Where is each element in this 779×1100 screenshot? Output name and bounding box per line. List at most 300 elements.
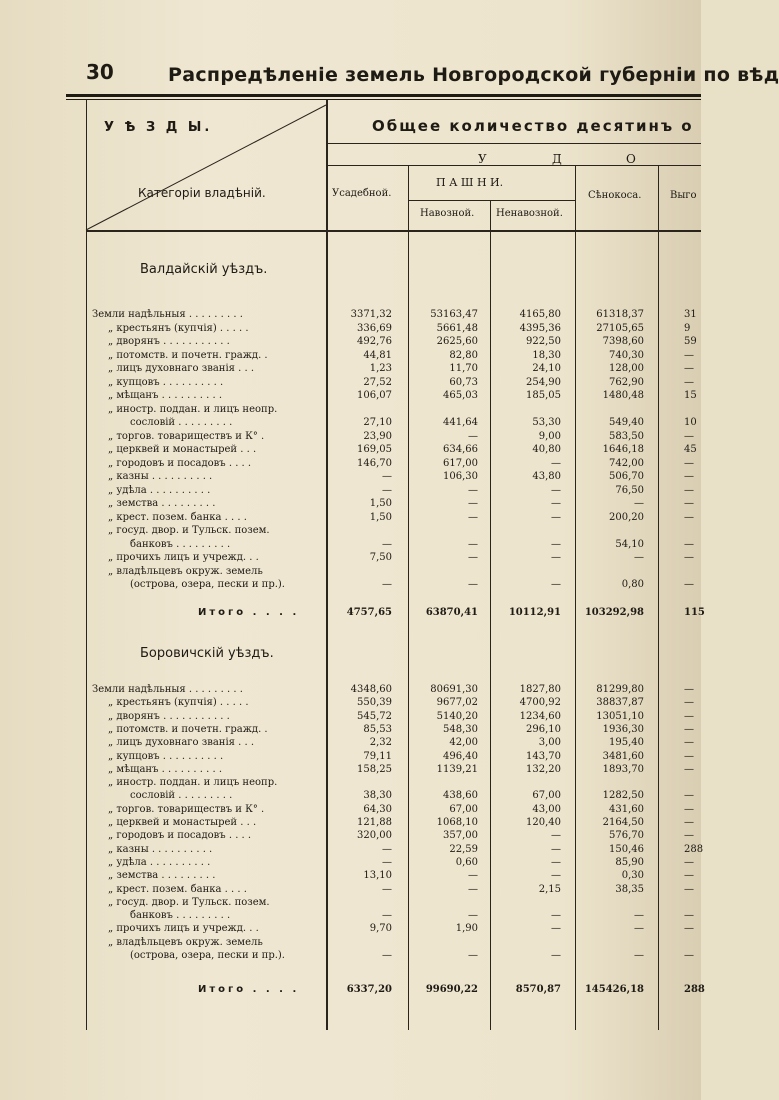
row-cell: 4395,36 <box>519 322 561 334</box>
row-cell: 2164,50 <box>602 817 644 828</box>
row-cell: 1,50 <box>369 498 392 509</box>
row-cell: — <box>684 790 694 802</box>
row-label: „ потомств. и почетн. гражд. . <box>108 349 268 361</box>
row-label: „ лицъ духовнаго званія . . . <box>108 363 255 374</box>
row-cell: 64,30 <box>363 803 392 815</box>
row-label: „ городовъ и посадовъ . . . . <box>108 830 252 842</box>
header-udo-letter: Д <box>552 152 562 166</box>
row-cell: — <box>551 498 561 509</box>
table-row <box>0 750 701 763</box>
row-cell: — <box>684 538 694 550</box>
row-cell: — <box>468 511 478 523</box>
row-cell: 106,07 <box>357 390 392 401</box>
row-cell: 336,69 <box>357 322 392 334</box>
table-row <box>0 723 701 736</box>
row-label: „ торгов. товариществъ и К° . <box>108 803 265 815</box>
row-cell: — <box>551 579 561 590</box>
table-row <box>0 551 701 564</box>
row-cell: 0,30 <box>621 870 644 882</box>
row-label: „ городовъ и посадовъ . . . . <box>108 457 252 469</box>
row-label: „ крест. позем. банка . . . . <box>108 883 247 895</box>
header-col-nenavoznoi: Ненавозной. <box>496 208 563 219</box>
row-label: „ лицъ духовнаго званія . . . <box>108 737 255 749</box>
table-row <box>0 683 701 696</box>
table-row <box>0 430 701 443</box>
row-cell: — <box>684 349 694 361</box>
row-cell: — <box>684 430 694 442</box>
row-cell: 1,50 <box>369 511 392 523</box>
row-cell: — <box>468 552 478 563</box>
row-cell: 128,00 <box>609 363 644 374</box>
header-rule <box>326 143 701 144</box>
row-cell: 143,70 <box>526 750 561 762</box>
header-kategorii: Категоріи владѣній. <box>138 186 266 200</box>
table-row <box>0 403 701 416</box>
row-cell: — <box>684 471 694 482</box>
table-row <box>0 856 701 869</box>
table-row <box>0 443 701 456</box>
table-row <box>0 843 704 856</box>
row-cell: 24,10 <box>532 363 561 374</box>
total-cell: 4757,65 <box>346 607 392 618</box>
row-label: „ мѣщанъ . . . . . . . . . . <box>108 763 223 775</box>
table-row <box>0 416 701 429</box>
row-label: Земли надѣльныя . . . . . . . . . <box>92 684 243 695</box>
row-cell: — <box>684 376 694 388</box>
row-cell: 296,10 <box>526 723 561 735</box>
row-cell: 1139,21 <box>436 763 478 775</box>
row-cell: 1827,80 <box>519 684 561 695</box>
row-cell: 1282,50 <box>602 790 644 802</box>
row-cell: 1068,10 <box>436 817 478 828</box>
row-label: „ удѣла . . . . . . . . . . <box>108 856 211 868</box>
row-label: „ удѣла . . . . . . . . . . <box>108 484 211 496</box>
row-cell: 492,76 <box>357 336 392 347</box>
total-row <box>0 983 705 996</box>
row-cell: 43,00 <box>532 803 561 815</box>
row-cell: — <box>684 710 694 722</box>
section-title: Валдайскій уѣздъ. <box>140 262 268 277</box>
row-cell: 54,10 <box>615 538 644 550</box>
row-cell: 27,52 <box>363 376 392 388</box>
row-cell: — <box>634 552 644 563</box>
row-cell: 357,00 <box>443 830 478 842</box>
row-cell: — <box>684 684 694 695</box>
header-col-usadebnoi: Усадебной. <box>332 188 392 199</box>
row-cell: 80691,30 <box>430 684 478 695</box>
row-cell: — <box>684 511 694 523</box>
row-cell: — <box>382 856 392 868</box>
row-cell: 762,90 <box>609 376 644 388</box>
row-cell: — <box>382 910 392 922</box>
row-cell: 1893,70 <box>602 763 644 775</box>
row-cell: — <box>468 538 478 550</box>
table-row <box>0 803 701 816</box>
table-row <box>0 349 701 362</box>
section-title: Боровичскій уѣздъ. <box>140 646 274 661</box>
row-cell: 9,70 <box>369 923 392 935</box>
row-label: „ владѣльцевъ окруж. земель <box>108 565 263 577</box>
table-row <box>0 362 701 375</box>
row-cell: — <box>382 579 392 590</box>
row-cell: 53,30 <box>532 417 561 428</box>
row-cell: — <box>684 723 694 735</box>
row-cell: 158,25 <box>357 763 392 775</box>
row-cell: 169,05 <box>357 444 392 455</box>
row-label: „ церквей и монастырей . . . <box>108 817 257 828</box>
row-cell: 7,50 <box>369 552 392 563</box>
row-cell: — <box>684 498 694 509</box>
total-label: Итого . . . . <box>198 984 300 995</box>
row-cell: 67,00 <box>449 803 478 815</box>
row-cell: 31 <box>684 309 697 320</box>
table-row <box>0 949 701 962</box>
row-cell: 441,64 <box>443 417 478 428</box>
header-total: Общее количество десятинъ о <box>372 117 694 135</box>
row-cell: — <box>684 697 694 709</box>
table-row <box>0 308 701 321</box>
page-number: 30 <box>86 60 114 84</box>
row-cell: 10 <box>684 417 697 428</box>
row-cell: — <box>468 579 478 590</box>
row-cell: 2625,60 <box>436 336 478 347</box>
row-label: „ земства . . . . . . . . . <box>108 870 216 882</box>
row-label: „ крестьянъ (купчія) . . . . . <box>108 697 249 709</box>
row-cell: 1234,60 <box>519 710 561 722</box>
table-row <box>0 322 701 335</box>
row-label: „ торгов. товариществъ и К° . <box>108 430 265 442</box>
row-label: (острова, озера, пески и пр.). <box>130 579 285 590</box>
row-cell: 1480,48 <box>602 390 644 401</box>
row-cell: — <box>382 883 392 895</box>
table-row <box>0 565 701 578</box>
row-cell: 11,70 <box>449 363 478 374</box>
row-cell: — <box>551 484 561 496</box>
row-cell: — <box>468 498 478 509</box>
row-cell: — <box>684 817 694 828</box>
row-cell: 3371,32 <box>350 309 392 320</box>
row-cell: — <box>684 457 694 469</box>
table-row <box>0 470 701 483</box>
row-cell: 82,80 <box>449 349 478 361</box>
row-cell: — <box>468 430 478 442</box>
row-cell: 27,10 <box>363 417 392 428</box>
row-label: (острова, озера, пески и пр.). <box>130 950 285 961</box>
row-cell: — <box>551 830 561 842</box>
row-cell: 740,30 <box>609 349 644 361</box>
row-cell: 42,00 <box>449 737 478 749</box>
table-row <box>0 389 701 402</box>
row-cell: 53163,47 <box>430 309 478 320</box>
row-cell: 120,40 <box>526 817 561 828</box>
total-cell: 103292,98 <box>584 607 644 618</box>
total-cell: 99690,22 <box>425 984 478 995</box>
row-cell: 0,60 <box>455 856 478 868</box>
row-cell: 2,32 <box>369 737 392 749</box>
row-cell: — <box>684 856 694 868</box>
row-cell: — <box>684 579 694 590</box>
row-cell: 45 <box>684 444 697 455</box>
row-cell: 5140,20 <box>436 710 478 722</box>
row-cell: — <box>634 923 644 935</box>
header-col-vygon: Выго <box>670 190 697 201</box>
row-cell: 496,40 <box>443 750 478 762</box>
row-cell: — <box>382 471 392 482</box>
total-label: Итого . . . . <box>198 607 300 618</box>
row-label: „ владѣльцевъ окруж. земель <box>108 936 263 948</box>
row-cell: 254,90 <box>526 376 561 388</box>
row-cell: 576,70 <box>609 830 644 842</box>
total-cell: 145426,18 <box>584 984 644 995</box>
table-row <box>0 696 701 709</box>
row-cell: 150,46 <box>609 843 644 855</box>
row-cell: 288 <box>684 843 704 855</box>
row-label: „ крест. позем. банка . . . . <box>108 511 247 523</box>
row-cell: — <box>468 883 478 895</box>
row-label: „ дворянъ . . . . . . . . . . . <box>108 710 230 722</box>
row-cell: 1,90 <box>455 923 478 935</box>
table-row <box>0 538 701 551</box>
row-cell: 146,70 <box>357 457 392 469</box>
row-cell: 4165,80 <box>519 309 561 320</box>
row-cell: 59 <box>684 336 697 347</box>
row-cell: — <box>551 538 561 550</box>
row-cell: 465,03 <box>443 390 478 401</box>
row-cell: 132,20 <box>526 763 561 775</box>
row-label: сословій . . . . . . . . . <box>130 417 233 428</box>
title-rule-thin <box>66 99 701 100</box>
row-cell: 185,05 <box>526 390 561 401</box>
row-cell: 550,39 <box>357 697 392 709</box>
row-cell: 81299,80 <box>596 684 644 695</box>
row-cell: — <box>551 856 561 868</box>
row-cell: 431,60 <box>609 803 644 815</box>
row-cell: 742,00 <box>609 457 644 469</box>
row-cell: 506,70 <box>609 471 644 482</box>
row-cell: 15 <box>684 390 697 401</box>
row-cell: 3481,60 <box>602 750 644 762</box>
row-cell: — <box>684 750 694 762</box>
header-rule <box>326 165 701 166</box>
row-cell: 195,40 <box>609 737 644 749</box>
table-row <box>0 335 701 348</box>
row-label: „ казны . . . . . . . . . . <box>108 843 213 855</box>
row-cell: — <box>634 910 644 922</box>
row-cell: — <box>468 870 478 882</box>
table-row <box>0 524 701 537</box>
row-cell: 38,30 <box>363 790 392 802</box>
table-row <box>0 376 701 389</box>
row-label: „ иностр. поддан. и лицъ неопр. <box>108 777 278 789</box>
row-cell: — <box>684 763 694 775</box>
row-cell: 44,81 <box>363 349 392 361</box>
row-cell: 13,10 <box>363 870 392 882</box>
row-cell: — <box>551 552 561 563</box>
row-cell: 121,88 <box>357 817 392 828</box>
row-cell: 549,40 <box>609 417 644 428</box>
row-cell: 60,73 <box>449 376 478 388</box>
table-row <box>0 789 701 802</box>
row-label: „ мѣщанъ . . . . . . . . . . <box>108 390 223 401</box>
row-label: Земли надѣльныя . . . . . . . . . <box>92 309 243 320</box>
row-cell: 43,80 <box>532 471 561 482</box>
row-label: банковъ . . . . . . . . . <box>130 538 231 550</box>
row-cell: 79,11 <box>363 750 392 762</box>
row-cell: — <box>634 950 644 961</box>
row-cell: 922,50 <box>526 336 561 347</box>
row-label: „ купцовъ . . . . . . . . . . <box>108 750 224 762</box>
row-cell: 22,59 <box>449 843 478 855</box>
row-label: „ прочихъ лицъ и учрежд. . . <box>108 923 259 935</box>
row-cell: 617,00 <box>443 457 478 469</box>
row-label: „ прочихъ лицъ и учрежд. . . <box>108 552 259 563</box>
row-cell: 7398,60 <box>602 336 644 347</box>
row-cell: 61318,37 <box>596 309 644 320</box>
row-cell: — <box>551 457 561 469</box>
table-row <box>0 883 701 896</box>
row-cell: 85,90 <box>615 856 644 868</box>
row-cell: 27105,65 <box>596 322 644 334</box>
row-label: сословій . . . . . . . . . <box>130 790 233 802</box>
row-cell: 583,50 <box>609 430 644 442</box>
table-row <box>0 484 701 497</box>
row-cell: — <box>684 484 694 496</box>
row-label: „ иностр. поддан. и лицъ неопр. <box>108 403 278 415</box>
row-cell: — <box>684 803 694 815</box>
row-cell: 1,23 <box>369 363 392 374</box>
row-cell: — <box>468 484 478 496</box>
total-row <box>0 606 705 619</box>
table-row <box>0 457 701 470</box>
row-cell: 9 <box>684 322 691 334</box>
total-cell: 10112,91 <box>508 607 561 618</box>
row-cell: — <box>551 511 561 523</box>
row-cell: — <box>684 910 694 922</box>
row-cell: 4348,60 <box>350 684 392 695</box>
row-cell: — <box>382 843 392 855</box>
row-cell: — <box>382 484 392 496</box>
table-row <box>0 511 701 524</box>
row-cell: — <box>684 830 694 842</box>
title-rule <box>66 94 701 97</box>
row-label: „ казны . . . . . . . . . . <box>108 471 213 482</box>
header-uezdy: У Ѣ З Д Ы. <box>104 120 213 135</box>
row-cell: 4700,92 <box>519 697 561 709</box>
table-row <box>0 829 701 842</box>
row-cell: — <box>684 737 694 749</box>
table-row <box>0 922 701 935</box>
table-row <box>0 736 701 749</box>
row-label: „ земства . . . . . . . . . <box>108 498 216 509</box>
row-cell: — <box>551 910 561 922</box>
row-label: „ госуд. двор. и Тульск. позем. <box>108 896 270 908</box>
header-col-pashni: П А Ш Н И. <box>436 176 504 189</box>
row-cell: 545,72 <box>357 710 392 722</box>
row-cell: 40,80 <box>532 444 561 455</box>
row-cell: — <box>684 552 694 563</box>
row-cell: — <box>468 910 478 922</box>
row-cell: — <box>684 870 694 882</box>
row-cell: — <box>684 923 694 935</box>
row-cell: 634,66 <box>443 444 478 455</box>
total-cell: 115 <box>684 607 705 618</box>
row-label: банковъ . . . . . . . . . <box>130 910 231 922</box>
row-cell: 23,90 <box>363 430 392 442</box>
table-row <box>0 869 701 882</box>
row-cell: — <box>551 923 561 935</box>
header-col-senokosa: Сѣнокоса. <box>588 190 642 201</box>
row-cell: 1936,30 <box>602 723 644 735</box>
row-cell: 9677,02 <box>436 697 478 709</box>
row-label: „ церквей и монастырей . . . <box>108 444 257 455</box>
header-rule <box>408 200 575 201</box>
row-cell: 85,53 <box>363 723 392 735</box>
row-cell: 76,50 <box>615 484 644 496</box>
table-row <box>0 578 701 591</box>
row-cell: — <box>468 950 478 961</box>
table-row <box>0 497 701 510</box>
row-cell: 1646,18 <box>602 444 644 455</box>
row-label: „ крестьянъ (купчія) . . . . . <box>108 322 249 334</box>
row-cell: — <box>634 498 644 509</box>
row-cell: 320,00 <box>357 830 392 842</box>
header-col-navoznoi: Навозной. <box>420 208 475 219</box>
row-cell: 38,35 <box>615 883 644 895</box>
row-cell: — <box>684 950 694 961</box>
row-label: „ потомств. и почетн. гражд. . <box>108 723 268 735</box>
row-cell: 67,00 <box>532 790 561 802</box>
total-cell: 8570,87 <box>515 984 561 995</box>
table-row <box>0 909 701 922</box>
row-label: „ госуд. двор. и Тульск. позем. <box>108 525 270 536</box>
row-cell: — <box>382 538 392 550</box>
row-cell: 548,30 <box>443 723 478 735</box>
table-row <box>0 896 701 909</box>
row-cell: 38837,87 <box>596 697 644 709</box>
row-cell: 18,30 <box>532 349 561 361</box>
total-cell: 6337,20 <box>346 984 392 995</box>
row-label: „ дворянъ . . . . . . . . . . . <box>108 336 230 347</box>
header-udo-letter: У <box>478 152 487 166</box>
row-cell: 3,00 <box>538 737 561 749</box>
row-cell: 13051,10 <box>596 710 644 722</box>
table-row <box>0 936 701 949</box>
row-cell: 106,30 <box>443 471 478 482</box>
row-cell: 0,80 <box>621 579 644 590</box>
row-label: „ купцовъ . . . . . . . . . . <box>108 376 224 388</box>
row-cell: 438,60 <box>443 790 478 802</box>
table-row <box>0 816 701 829</box>
row-cell: — <box>551 843 561 855</box>
row-cell: 200,20 <box>609 511 644 523</box>
row-cell: — <box>551 950 561 961</box>
row-cell: 9,00 <box>538 430 561 442</box>
total-cell: 63870,41 <box>425 607 478 618</box>
row-cell: — <box>382 950 392 961</box>
table-row <box>0 776 701 789</box>
total-cell: 288 <box>684 984 705 995</box>
row-cell: — <box>551 870 561 882</box>
header-bottom-rule <box>86 230 701 232</box>
row-cell: 5661,48 <box>436 322 478 334</box>
row-cell: — <box>684 363 694 374</box>
row-cell: 2,15 <box>538 883 561 895</box>
table-row <box>0 710 701 723</box>
row-cell: — <box>684 883 694 895</box>
table-row <box>0 763 701 776</box>
header-udo-letter: О <box>626 152 636 166</box>
page-title: Распредѣленіе земель Новгородской губерніи по вѣд <box>168 64 779 86</box>
